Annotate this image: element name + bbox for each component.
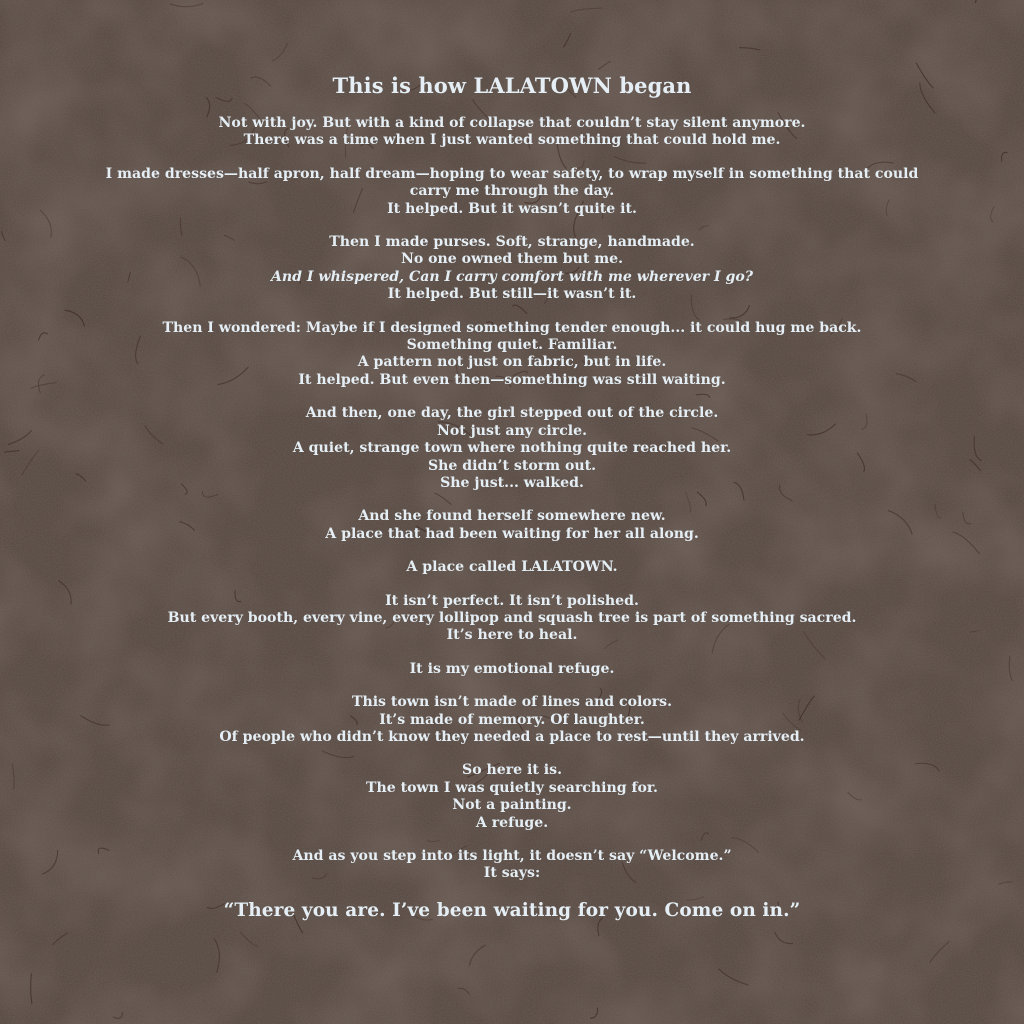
story-line: I made dresses—half apron, half dream—hoping to wear safety, to wrap myself in something that could carry me through the day. (105, 165, 919, 200)
story-line: It is my emotional refuge. (409, 660, 615, 677)
story-line: It’s made of memory. Of laughter. (379, 711, 645, 728)
story-line: A pattern not just on fabric, but in life. (357, 354, 667, 371)
stanza (0, 320, 1024, 390)
story-line: A refuge. (475, 814, 549, 831)
story-line: There was a time when I just wanted something that could hold me. (243, 132, 781, 149)
story-line: A quiet, strange town where nothing quite reached her. (292, 440, 732, 457)
stanza (0, 762, 1024, 832)
stanza (0, 559, 1024, 576)
stanza (0, 166, 1024, 218)
story-line: And as you step into its light, it doesn’t say “Welcome.” (292, 848, 732, 864)
story-line: It helped. But even then—something was still waiting. (298, 371, 726, 388)
story-line: And then, one day, the girl stepped out of the circle. (305, 405, 719, 422)
story-line: A place called LALATOWN. (406, 559, 618, 576)
story-line: She just... walked. (440, 474, 584, 491)
story-line: This town isn’t made of lines and colors. (351, 694, 673, 711)
story-line: But every booth, every vine, every lollipop and squash tree is part of something sacred. (167, 609, 857, 626)
story-line: It says: (483, 865, 541, 882)
story-line: Something quiet. Familiar. (406, 337, 618, 354)
story-line: It helped. But still—it wasn’t it. (387, 286, 637, 303)
story-line: No one owned them but me. (400, 251, 624, 268)
story-line: It helped. But it wasn’t quite it. (387, 200, 637, 217)
story-line: A place that had been waiting for her all along. (325, 525, 699, 542)
stanza (0, 694, 1024, 746)
story-line: It isn’t perfect. It isn’t polished. (385, 592, 639, 609)
stanza (0, 405, 1024, 492)
story-line: And she found herself somewhere new. (358, 508, 666, 525)
story-line: Not just any circle. (436, 422, 588, 439)
stanza (0, 115, 1024, 150)
page-title: This is how LALATOWN began (332, 73, 692, 98)
stanza (0, 508, 1024, 543)
stanza (0, 593, 1024, 645)
closing-quote: “There you are. I’ve been waiting for you. Come on in.” (223, 899, 801, 921)
story-line: Not a painting. (452, 797, 572, 814)
story-line: It’s here to heal. (446, 627, 578, 644)
story-line: And I whispered, Can I carry comfort with me wherever I go? (270, 268, 754, 285)
story-line: The town I was quietly searching for. (366, 779, 658, 796)
story-line: Of people who didn’t know they needed a place to rest—until they arrived. (219, 728, 805, 745)
story-line: Then I made purses. Soft, strange, handmade. (329, 234, 695, 251)
story-line: So here it is. (462, 762, 562, 779)
stanza (0, 661, 1024, 678)
story-body (0, 115, 1024, 883)
story-line: She didn’t storm out. (427, 457, 597, 474)
stanza (0, 234, 1024, 304)
story-line: Then I wondered: Maybe if I designed something tender enough... it could hug me back. (162, 319, 862, 336)
stanza (0, 848, 1024, 883)
story-line: Not with joy. But with a kind of collapse that couldn’t stay silent anymore. (218, 115, 806, 131)
